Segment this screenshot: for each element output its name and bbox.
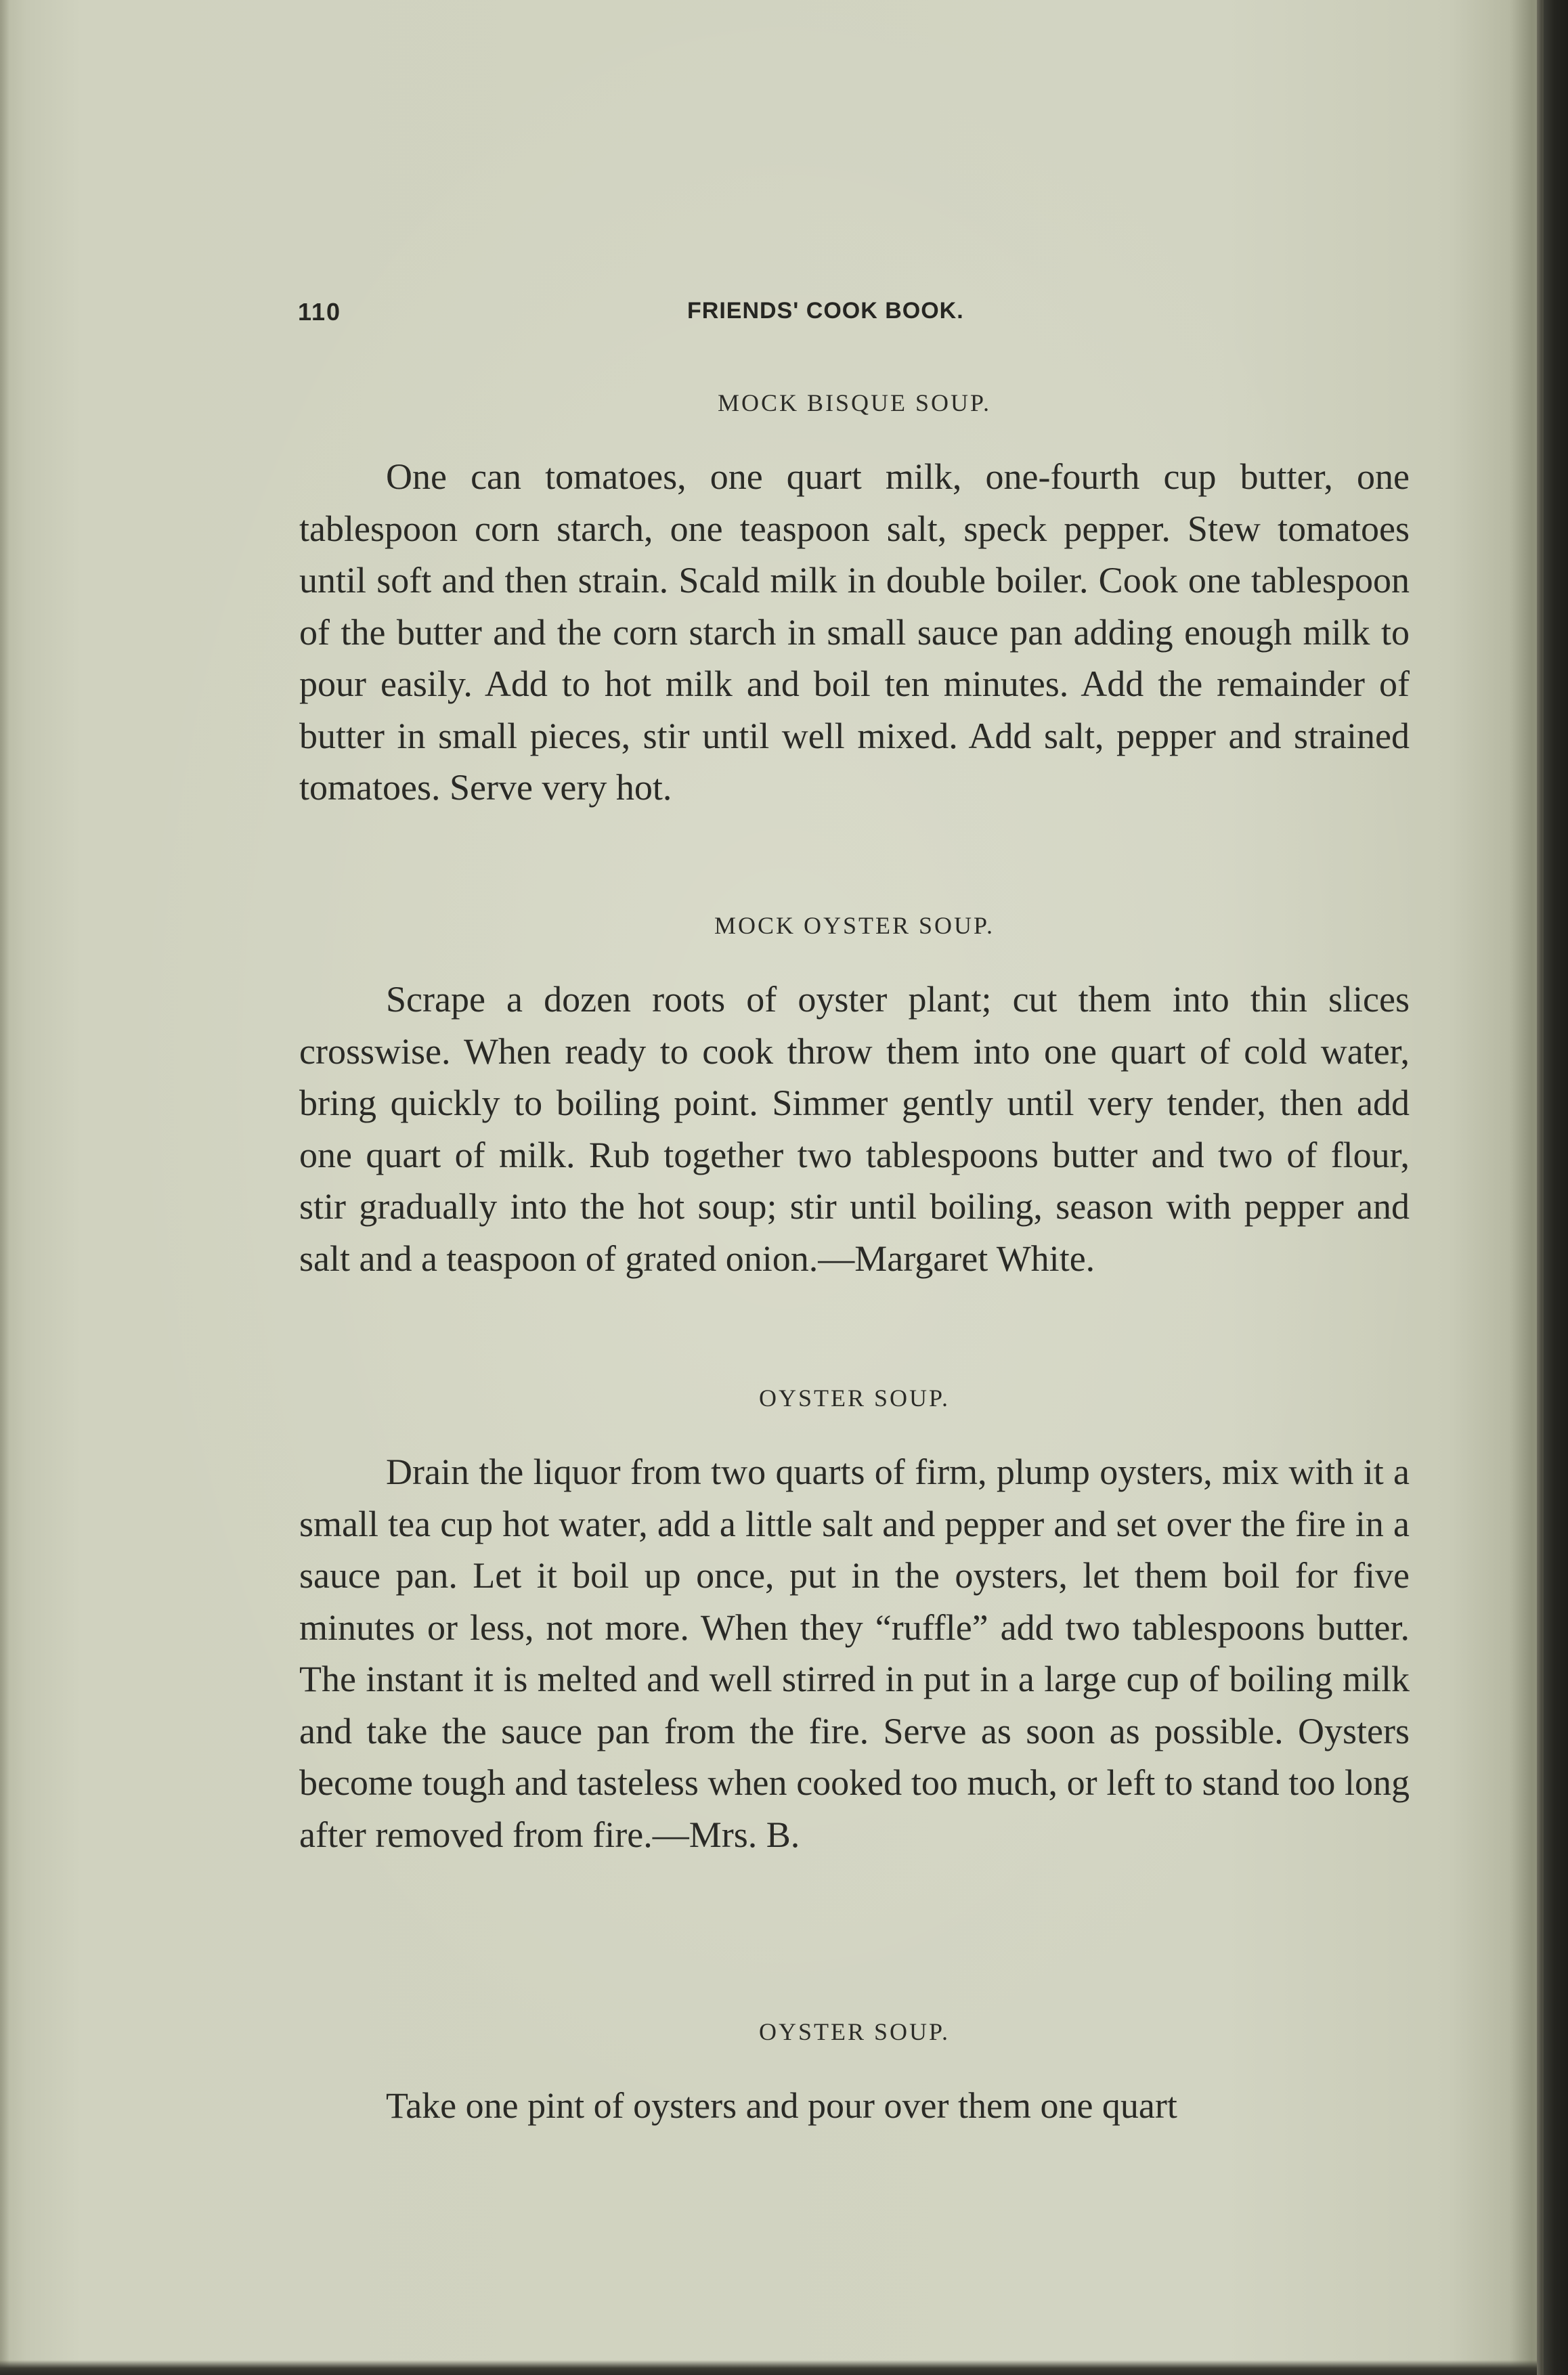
running-head [298,298,1408,333]
page-left-edge-shadow [0,0,9,2375]
recipe-title-oyster-soup-second: OYSTER SOUP. [758,2018,951,2045]
book-spine-stripe [1541,0,1544,2375]
recipe-paragraph: Drain the liquor from two quarts of firm, plump oysters, mix with it a small tea cup hot water, add a little salt and pepper and set over the fire in a sauce pan. Let it boil up once, put in the oysters, let them boil for five minutes or less, not more. When they “ruffle” add two tablespoons butter. The instant it is melted and well stirred in put in a large cup of boiling milk and take the sauce pan from the fire. Serve as soon as possible. Oysters become tough and tasteless when cooked too much, or left to stand too long after removed from fire.—Mrs. B. [299,1452,1410,1855]
recipe-title-oyster-soup: OYSTER SOUP. [758,1385,951,1412]
page-bottom-edge [0,2360,1537,2375]
recipe-title-mock-bisque-soup: MOCK BISQUE SOUP. [717,389,992,416]
recipe-text-mock-oyster-soup [299,974,1410,1284]
recipe-paragraph: Scrape a dozen roots of oyster plant; cut them into thin slices crosswise. When ready to cook throw them into one quart of cold water, bring quickly to boiling point. Simmer gently until very tender, then add one quart of milk. Rub together two tablespoons butter and two of flour, stir gradually into the hot soup; stir until boiling, season with pepper and salt and a teaspoon of grated onion.—Margaret White. [299,979,1410,1279]
recipe-text-oyster-soup-second [299,2080,1410,2132]
page-number: 110 [298,298,342,326]
recipe-text-oyster-soup [299,1446,1410,1860]
recipe-title-mock-oyster-soup: MOCK OYSTER SOUP. [714,912,995,939]
recipe-paragraph: Take one pint of oysters and pour over them one quart [386,2085,1177,2126]
recipe-text-mock-bisque-soup [299,451,1410,814]
book-title: FRIENDS' COOK BOOK. [687,298,964,324]
recipe-paragraph: One can tomatoes, one quart milk, one-fourth cup butter, one tablespoon corn starch, one teaspoon salt, speck pepper. Stew tomatoes until soft and then strain. Scald milk in double boiler. Cook one tablespoon of the butter and the corn starch in small sauce pan adding enough milk to pour easily. Add to hot milk and boil ten minutes. Add the remainder of butter in small pieces, stir until well mixed. Add salt, pepper and strained tomatoes. Serve very hot. [299,456,1410,808]
